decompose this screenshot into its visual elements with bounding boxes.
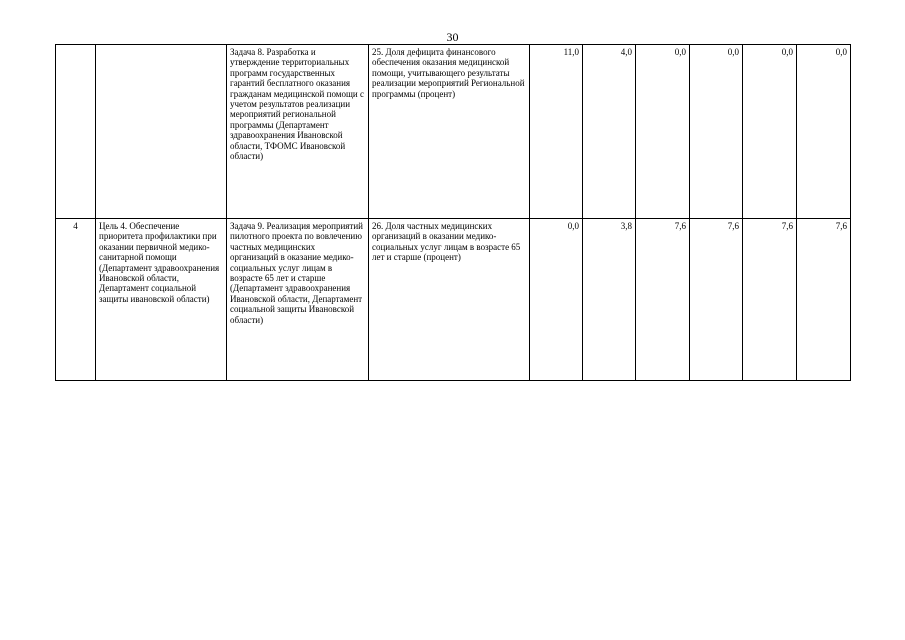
- goal-cell: Цель 4. Обеспечение приоритета профилактики при оказании первичной медико-санитарной помощи (Департамент здравоохранения Ивановской области, Департамент социальной защиты ивановской области): [96, 219, 227, 381]
- value-cell: 3,8: [583, 219, 636, 381]
- value-cell: 11,0: [530, 45, 583, 219]
- table-row: [56, 45, 851, 219]
- task-cell: Задача 8. Разработка и утверждение территориальных программ государственных гарантий бесплатного оказания гражданам медицинской помощи с учетом результатов реализации мероприятий региональной программы (Департамент здравоохранения Ивановской области, ТФОМС Ивановской области): [227, 45, 369, 219]
- row-number-cell: [56, 45, 96, 219]
- goal-cell: [96, 45, 227, 219]
- indicator-cell: 26. Доля частных медицинских организаций в оказании медико-социальных услуг лицам в возрасте 65 лет и старше (процент): [369, 219, 530, 381]
- page-number: 30: [446, 30, 459, 44]
- value-cell: 7,6: [636, 219, 690, 381]
- indicators-table: [55, 44, 851, 381]
- value-cell: 0,0: [530, 219, 583, 381]
- task-cell: Задача 9. Реализация мероприятий пилотного проекта по вовлечению частных медицинских организаций в оказание медико-социальных услуг лицам в возрасте 65 лет и старше (Департамент здравоохранения Ивановской области, Департамент социальной защиты Ивановской области): [227, 219, 369, 381]
- row-number-cell: 4: [56, 219, 96, 381]
- value-cell: 7,6: [797, 219, 851, 381]
- value-cell: 4,0: [583, 45, 636, 219]
- value-cell: 7,6: [690, 219, 743, 381]
- indicator-cell: 25. Доля дефицита финансового обеспечения оказания медицинской помощи, учитывающего результаты реализации мероприятий Региональной программы (процент): [369, 45, 530, 219]
- table-row: [56, 219, 851, 381]
- value-cell: 0,0: [690, 45, 743, 219]
- value-cell: 0,0: [636, 45, 690, 219]
- value-cell: 0,0: [743, 45, 797, 219]
- value-cell: 0,0: [797, 45, 851, 219]
- value-cell: 7,6: [743, 219, 797, 381]
